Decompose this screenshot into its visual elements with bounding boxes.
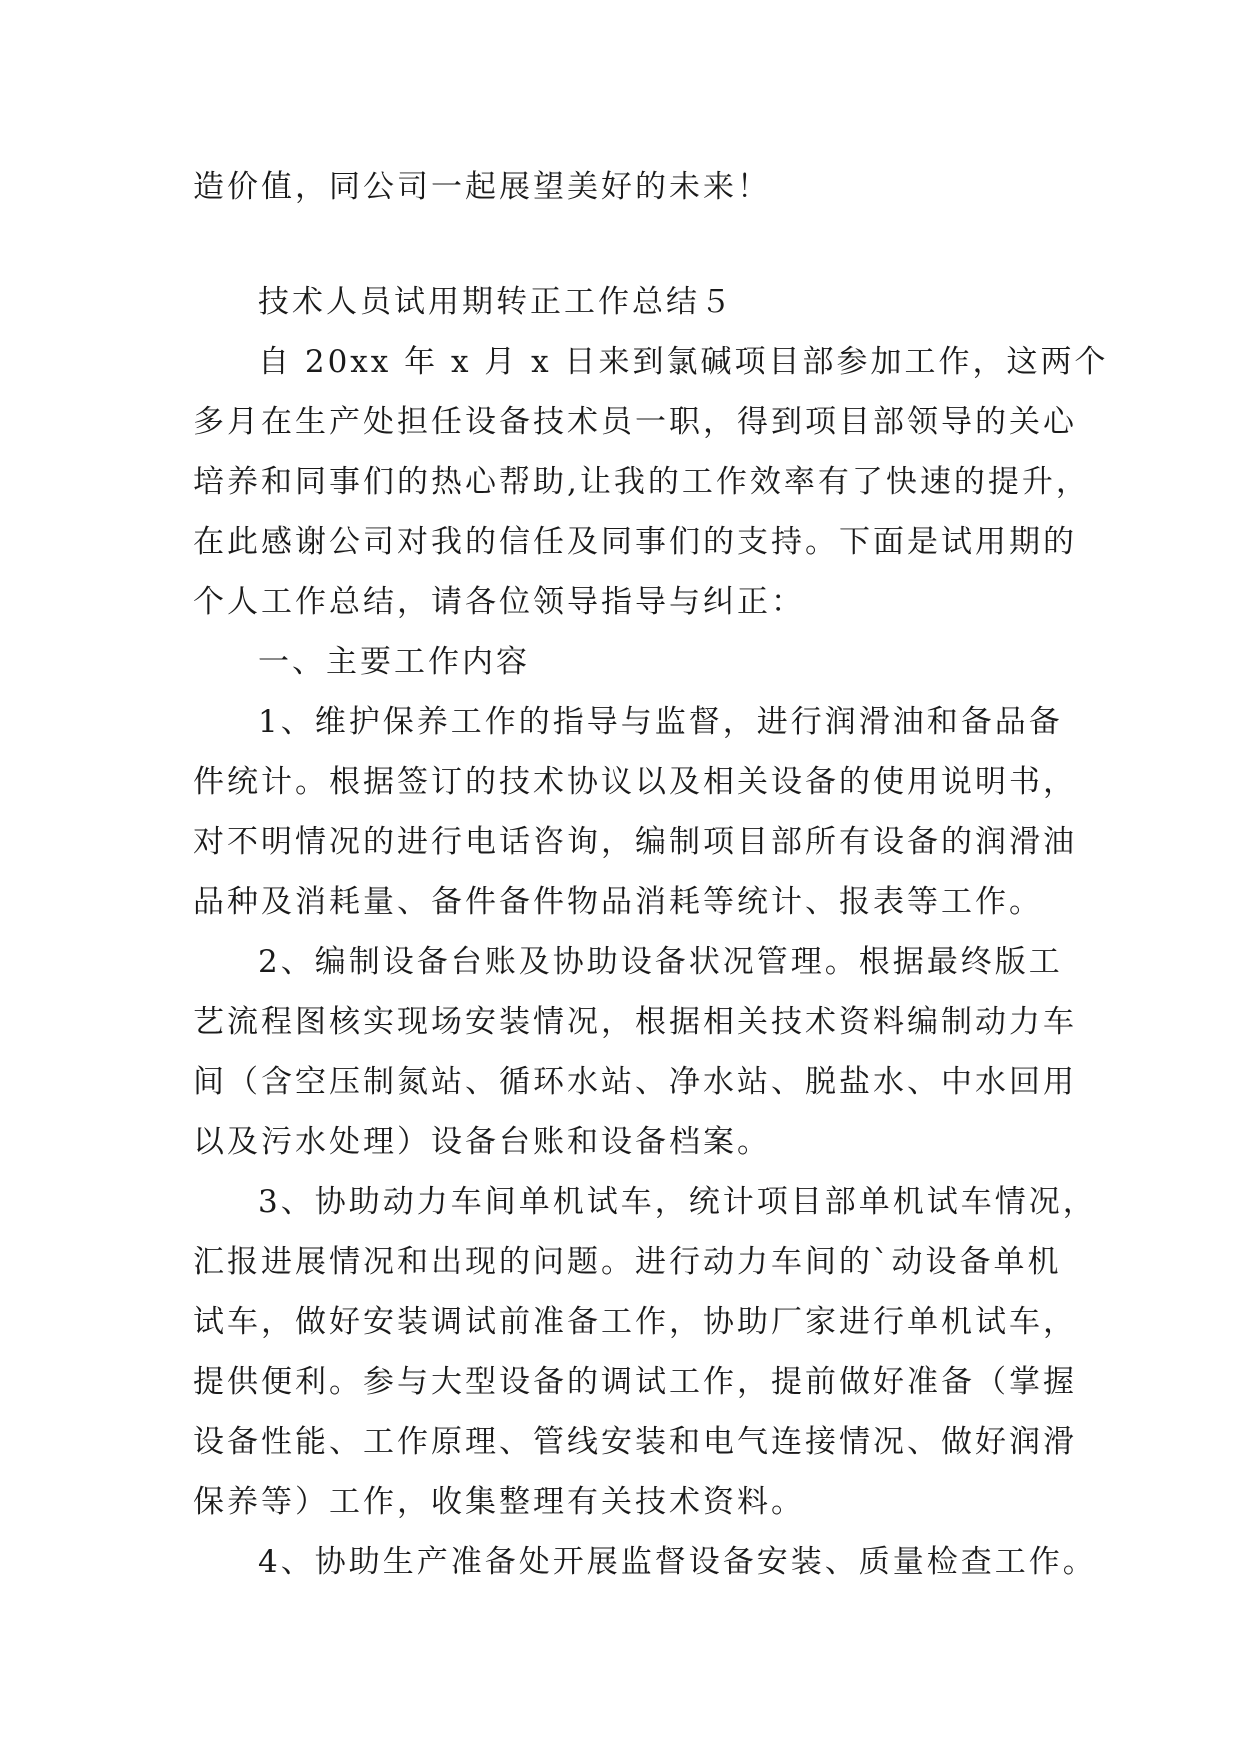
text-line: 品种及消耗量、备件备件物品消耗等统计、报表等工作。 — [193, 884, 1043, 920]
text-line: 设备性能、工作原理、管线安装和电气连接情况、做好润滑 — [193, 1424, 1077, 1460]
text-line: 自 20xx 年 x 月 x 日来到氯碱项目部参加工作，这两个 — [258, 344, 1109, 380]
intro-paragraph — [193, 332, 1109, 632]
text-line: 以及污水处理）设备台账和设备档案。 — [193, 1124, 771, 1160]
text-line: 对不明情况的进行电话咨询，编制项目部所有设备的润滑油 — [193, 824, 1077, 860]
text-line: 间（含空压制氮站、循环水站、净水站、脱盐水、中水回用 — [193, 1064, 1077, 1100]
text-line: 汇报进展情况和出现的问题。进行动力车间的`动设备单机 — [193, 1244, 1062, 1280]
text-line: 培养和同事们的热心帮助,让我的工作效率有了快速的提升， — [193, 464, 1090, 500]
heading-title: 技术人员试用期转正工作总结５ — [258, 284, 734, 320]
item-1-paragraph — [193, 692, 1077, 932]
text-line: 个人工作总结，请各位领导指导与纠正： — [193, 584, 805, 620]
text-line: 3、协助动力车间单机试车，统计项目部单机试车情况， — [258, 1184, 1097, 1220]
text-line: 试车，做好安装调试前准备工作，协助厂家进行单机试车， — [193, 1304, 1077, 1340]
body-text — [193, 332, 1109, 1592]
lead-paragraph — [193, 157, 1073, 217]
section-heading — [193, 272, 1073, 332]
text-line: 在此感谢公司对我的信任及同事们的支持。下面是试用期的 — [193, 524, 1077, 560]
text-line: 艺流程图核实现场安装情况，根据相关技术资料编制动力车 — [193, 1004, 1077, 1040]
item-2-paragraph — [193, 932, 1077, 1172]
text-line: 1、维护保养工作的指导与监督，进行润滑油和备品备 — [258, 704, 1063, 740]
text-line: 4、协助生产准备处开展监督设备安装、质量检查工作。 — [258, 1544, 1097, 1580]
section-title: 一、主要工作内容 — [258, 644, 530, 680]
text-line: 造价值，同公司一起展望美好的未来！ — [193, 169, 771, 205]
text-line: 2、编制设备台账及协助设备状况管理。根据最终版工 — [258, 944, 1063, 980]
item-4-paragraph — [193, 1532, 1097, 1592]
item-3-paragraph — [193, 1172, 1097, 1532]
section-title-main-work — [193, 632, 1073, 692]
text-line: 保养等）工作，收集整理有关技术资料。 — [193, 1484, 805, 1520]
text-line: 件统计。根据签订的技术协议以及相关设备的使用说明书， — [193, 764, 1077, 800]
text-line: 多月在生产处担任设备技术员一职，得到项目部领导的关心 — [193, 404, 1077, 440]
text-line: 提供便利。参与大型设备的调试工作，提前做好准备（掌握 — [193, 1364, 1077, 1400]
